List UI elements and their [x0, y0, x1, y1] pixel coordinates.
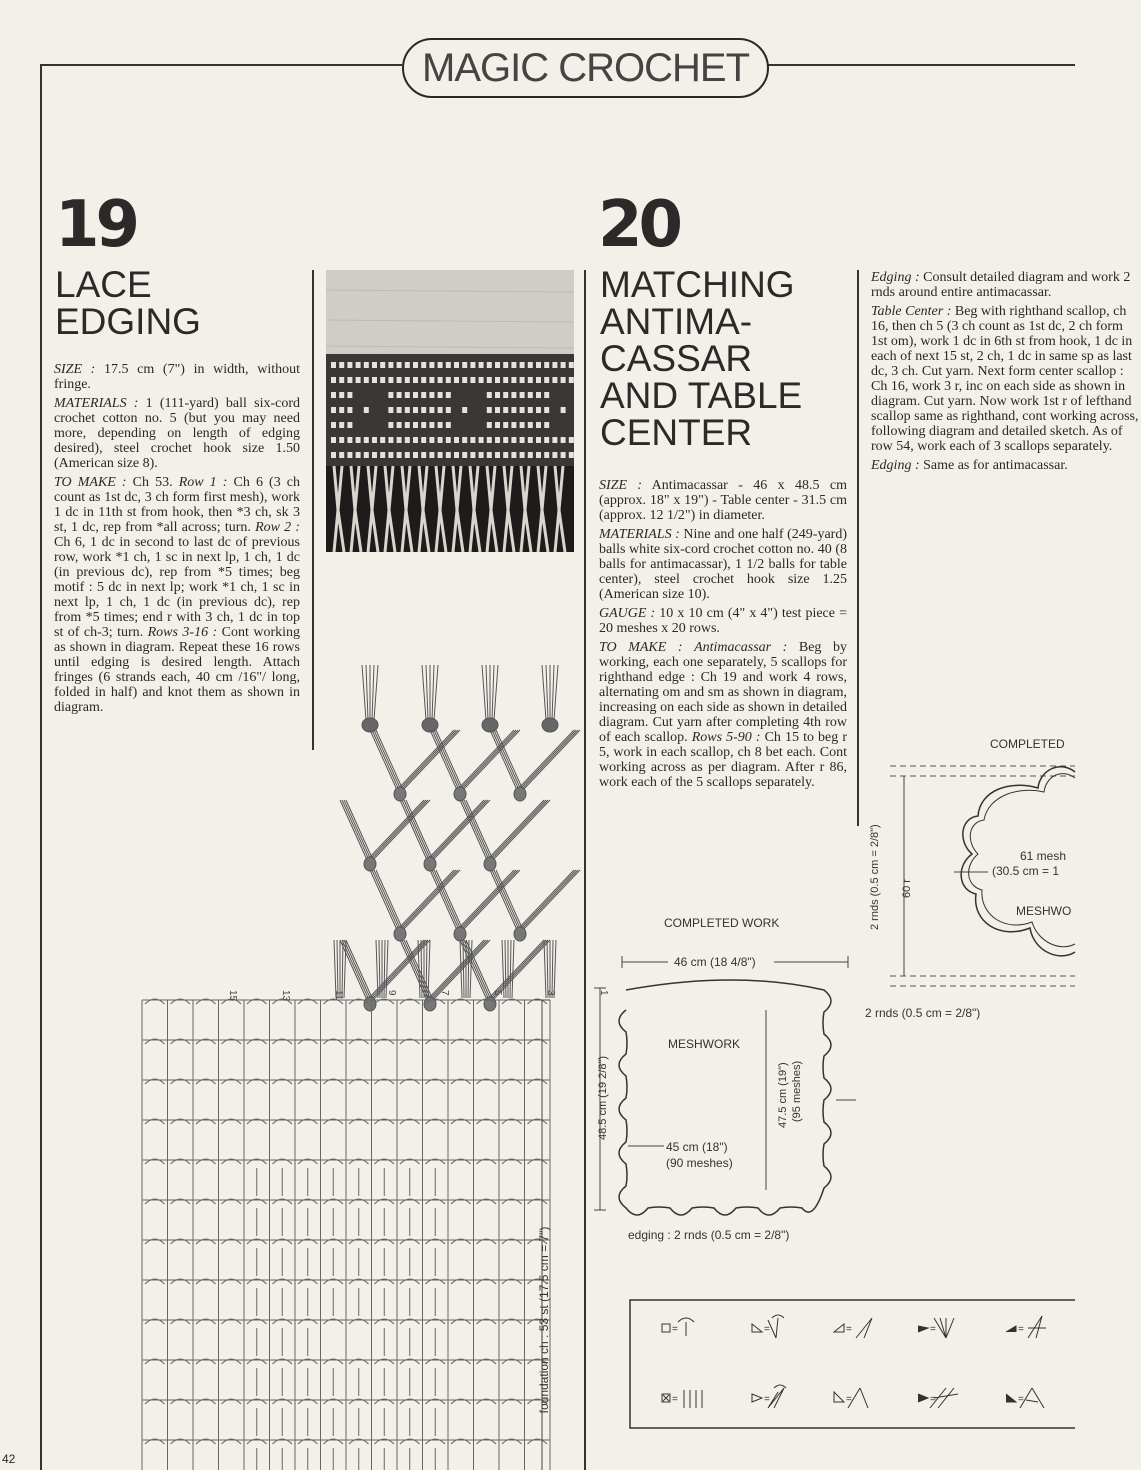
project-title-20 — [600, 266, 802, 451]
label: GAUGE : — [599, 606, 656, 621]
label: Table Center : — [871, 304, 952, 319]
height-right-sub: (95 meshes) — [791, 1060, 803, 1122]
label: TO MAKE : — [54, 475, 127, 490]
height-right-label: 47.5 cm (19") — [777, 1062, 789, 1128]
label: Rows 5-90 : — [691, 730, 761, 745]
size-text: 17.5 cm (7") in width, without fringe. — [54, 362, 300, 392]
gauge-text: 10 x 10 cm (4" x 4") test piece = 20 meshes x 20 rows. — [599, 606, 847, 636]
text: Beg by working, each one separately, 5 scallops for righthand edge : Ch 19 and work 4 rows, alternating om and sm as shown in diagram, increasing on each side as shown in detailed diagram. Cut yarn after completing 4th row of each scallop. — [599, 640, 847, 745]
svg-text:=: = — [672, 1324, 678, 1335]
edging-label: edging : 2 rnds (0.5 cm = 2/8") — [628, 1228, 790, 1242]
text: Same as for antimacassar. — [919, 458, 1068, 473]
svg-text:=: = — [764, 1324, 770, 1335]
label: TO MAKE : — [599, 640, 683, 655]
svg-text:=: = — [930, 1324, 936, 1335]
svg-text:=: = — [1018, 1394, 1024, 1405]
mesh-label: 61 mesh — [1020, 849, 1067, 863]
height-left-label: 48.5 cm (19 2/8") — [597, 1056, 609, 1140]
text: Beg with righthand scallop, ch 16, then ch 5 (3 ch count as 1st dc, 2 ch form 1st om), work 1 dc in 6th st from hook, 1 dc in each of next 15 st, 2 ch, 1 dc in same sp as last dc, 3 ch. Cut yarn. Next form center scallop : Ch 16, work 3 r, inc on each side as shown in diagram. Cut yarn. Now work 1st r of lefthand scallop same as righthand, cont working across, following diagram and detailed sketch. As of row 54, work each of 3 scallops separately. — [871, 304, 1139, 454]
svg-text:=: = — [930, 1394, 936, 1405]
text: Ch 6, 1 dc in second to last dc of previous row, work *1 ch, 1 sc in next lp, 1 ch, 1 dc (in previous dc), rep from *5 times; beg motif : 5 dc in next lp; work *1 ch, 1 sc in next lp, 1 ch, 1 dc (in previous dc), rep from *5 times; end r with 3 ch, 1 dc in top st of ch-3; turn. — [54, 535, 300, 640]
row-number: 5 — [492, 990, 503, 996]
row-number: 3 — [545, 990, 556, 996]
bottom-edging-label: 2 rnds (0.5 cm = 2/8") — [865, 1006, 981, 1020]
title-line: MATCHING — [600, 264, 795, 305]
text: Ch 6 (3 ch count as 1st dc, 3 ch form first mesh), work 1 dc in 11th st from hook, then *3 ch, sk 3 st, 1 dc, rep from *all across; turn. — [54, 475, 300, 535]
materials-text: 1 (111-yard) ball six-cord crochet cotton no. 5 (but you may need more, depending on length of edging desired), steel crochet hook size 1.50 (American size 8). — [54, 396, 300, 471]
text: Ch 53. — [126, 475, 179, 490]
svg-text:=: = — [1018, 1324, 1024, 1335]
inner-width-label: 45 cm (18") — [666, 1140, 728, 1154]
page-number: 42 — [2, 1452, 16, 1466]
symbol-legend — [628, 1298, 1075, 1438]
row-number: 1 — [598, 990, 609, 996]
column-divider-20b — [857, 270, 859, 826]
label: MATERIALS : — [54, 396, 139, 411]
title-line: CASSAR — [600, 338, 753, 379]
label: Rows 3-16 : — [147, 625, 218, 640]
text: Ch 15 to beg r 5, work in each scallop, ch 8 bet each. Cont working across as per diagram. After r 86, work each of the 5 scallops separately. — [599, 730, 847, 790]
svg-text:=: = — [846, 1394, 852, 1405]
antimacassar-diagram — [586, 910, 866, 1250]
row-number: 11 — [333, 990, 344, 1001]
instructions-20-cont — [871, 270, 1141, 477]
text: Consult detailed diagram and work 2 rnds around entire antimacassar. — [871, 270, 1131, 300]
project-number-20: 20 — [598, 188, 680, 262]
title-line: LACE — [55, 264, 152, 305]
row-number: 9 — [386, 990, 397, 996]
label: Row 2 : — [255, 520, 300, 535]
svg-text:=: = — [846, 1324, 852, 1335]
label: SIZE : — [599, 478, 643, 493]
svg-text:=: = — [764, 1394, 770, 1405]
size-text: Antimacassar - 46 x 48.5 cm (approx. 18" x 19") - Table center - 31.5 cm (approx. 12 1/2") in diameter. — [599, 478, 847, 523]
svg-text:=: = — [672, 1394, 678, 1405]
title-line: EDGING — [55, 301, 201, 342]
width-label: 46 cm (18 4/8") — [674, 955, 756, 969]
mesh-sub: (30.5 cm = 1 — [992, 864, 1060, 878]
title-line: CENTER — [600, 412, 753, 453]
lace-edging-photo — [326, 270, 574, 552]
label: Antimacassar : — [694, 640, 788, 655]
row-number: 15 — [227, 990, 238, 1002]
label: Edging : — [871, 270, 920, 285]
completed-title: COMPLETED — [990, 737, 1065, 751]
row-number: 13 — [280, 990, 291, 1002]
column-divider-20 — [584, 270, 586, 1470]
label: Edging : — [871, 458, 920, 473]
center-meshwork-label: MESHWO — [1016, 904, 1072, 918]
magazine-title: MAGIC CROCHET — [402, 38, 769, 98]
side-label: 2 rnds (0.5 cm = 2/8") — [869, 824, 881, 930]
project-number-19: 19 — [55, 188, 137, 262]
table-center-diagram — [860, 730, 1075, 1030]
header-rule-left — [40, 64, 402, 66]
text: Cont working as shown in diagram. Repeat these 16 rows until edging is desired length. Attach fringes (6 strands each, 40 cm /16"/ long, folded in half) and knot them as shown in diagram. — [54, 625, 300, 715]
page-border-left — [40, 64, 42, 1470]
inner-width-sub: (90 meshes) — [666, 1156, 733, 1170]
instructions-20 — [599, 478, 847, 794]
label: SIZE : — [54, 362, 96, 377]
rows-label: 60 r — [901, 879, 913, 898]
project-title-19 — [55, 266, 201, 340]
title-line: AND TABLE — [600, 375, 803, 416]
title-line: ANTIMA- — [600, 301, 753, 342]
foundation-label: foundation ch : 53 st (17.5 cm = 7") — [537, 1226, 551, 1414]
label: MATERIALS : — [599, 527, 680, 542]
header-rule-right — [765, 64, 1075, 66]
row-number: 7 — [439, 990, 450, 996]
materials-text: Nine and one half (249-yard) balls white six-cord crochet cotton no. 40 (8 balls for antimacassar), 1 1/2 balls for table center), steel crochet hook size 1.25 (American size 10). — [599, 527, 847, 602]
meshwork-label: MESHWORK — [668, 1037, 740, 1051]
completed-work-title: COMPLETED WORK — [664, 916, 780, 930]
label: Row 1 : — [178, 475, 228, 490]
